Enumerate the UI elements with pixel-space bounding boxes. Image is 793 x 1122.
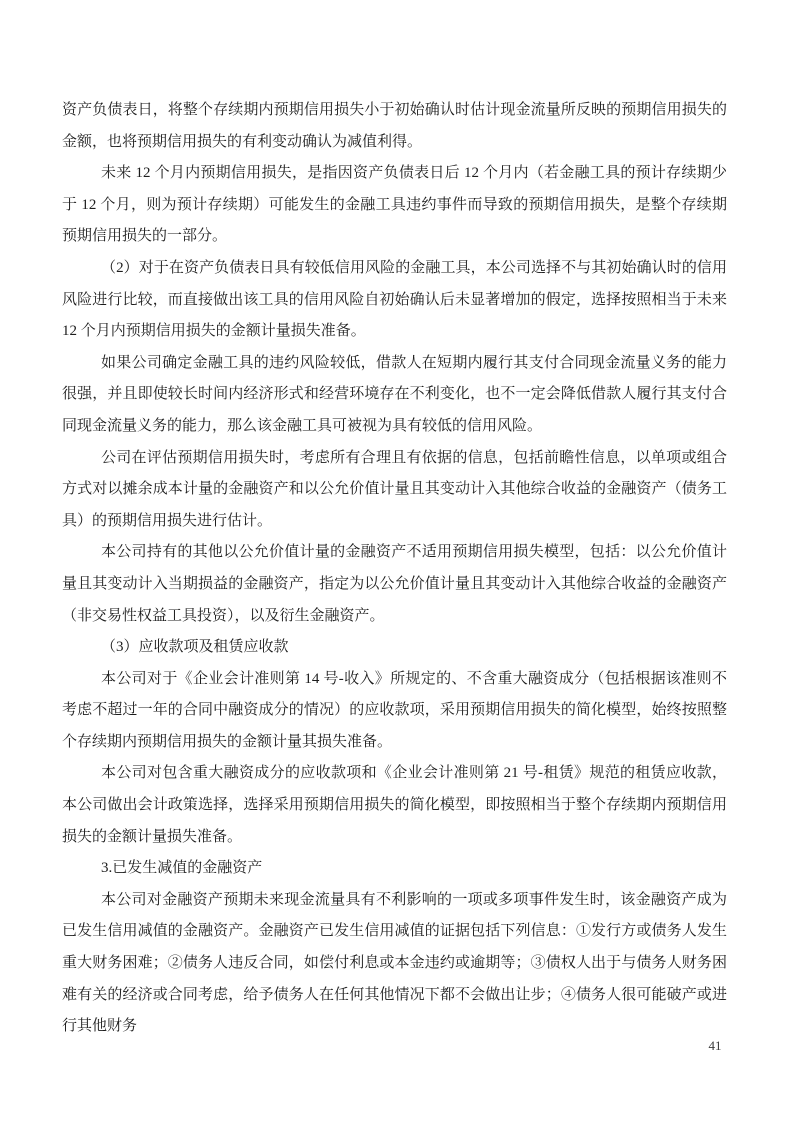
page-number: 41 (708, 1038, 722, 1053)
paragraph: 公司在评估预期信用损失时，考虑所有合理且有依据的信息，包括前瞻性信息，以单项或组合方式对以摊余成本计量的金融资产和以公允价值计量且其变动计入其他综合收益的金融资产（债务工具）的预期信用损失进行估计。 (62, 449, 727, 529)
paragraph: 本公司对于《企业会计准则第 14 号-收入》所规定的、不含重大融资成分（包括根据该准则不考虑不超过一年的合同中融资成分的情况）的应收款项，采用预期信用损失的简化模型，始终按照整个存续期内预期信用损失的金额计量其损失准备。 (62, 670, 727, 750)
paragraph: 本公司对包含重大融资成分的应收款项和《企业会计准则第 21 号-租赁》规范的租赁应收款，本公司做出会计政策选择，选择采用预期信用损失的简化模型，即按照相当于整个存续期内预期信用损失的金额计量损失准备。 (62, 765, 727, 845)
document-body (62, 95, 727, 1043)
paragraph: （3）应收款项及租赁应收款 (101, 639, 289, 656)
paragraph: 3.已发生减值的金融资产 (101, 860, 263, 877)
paragraph: 如果公司确定金融工具的违约风险较低，借款人在短期内履行其支付合同现金流量义务的能力很强，并且即使较长时间内经济形式和经营环境存在不利变化，也不一定会降低借款人履行其支付合同现金流量义务的能力，那么该金融工具可被视为具有较低的信用风险。 (62, 354, 727, 434)
paragraph: 资产负债表日，将整个存续期内预期信用损失小于初始确认时估计现金流量所反映的预期信用损失的金额，也将预期信用损失的有利变动确认为减值利得。 (62, 102, 727, 150)
paragraph: 本公司持有的其他以公允价值计量的金融资产不适用预期信用损失模型，包括：以公允价值计量且其变动计入当期损益的金融资产，指定为以公允价值计量且其变动计入其他综合收益的金融资产（非交易性权益工具投资），以及衍生金融资产。 (62, 544, 727, 624)
paragraph: 未来 12 个月内预期信用损失，是指因资产负债表日后 12 个月内（若金融工具的预计存续期少于 12 个月，则为预计存续期）可能发生的金融工具违约事件而导致的预期信用损失，是整个存续期预期信用损失的一部分。 (62, 165, 727, 245)
paragraph: （2）对于在资产负债表日具有较低信用风险的金融工具，本公司选择不与其初始确认时的信用风险进行比较，而直接做出该工具的信用风险自初始确认后未显著增加的假定，选择按照相当于未来 12 个月内预期信用损失的金额计量损失准备。 (62, 259, 727, 340)
paragraph: 本公司对金融资产预期未来现金流量具有不利影响的一项或多项事件发生时，该金融资产成为已发生信用减值的金融资产。金融资产已发生信用减值的证据包括下列信息：①发行方或债务人发生重大财务困难；②债务人违反合同，如偿付利息或本金违约或逾期等；③债权人出于与债务人财务困难有关的经济或合同考虑，给予债务人在任何其他情况下都不会做出让步；④债务人很可能破产或进行其他财务 (62, 891, 727, 1035)
